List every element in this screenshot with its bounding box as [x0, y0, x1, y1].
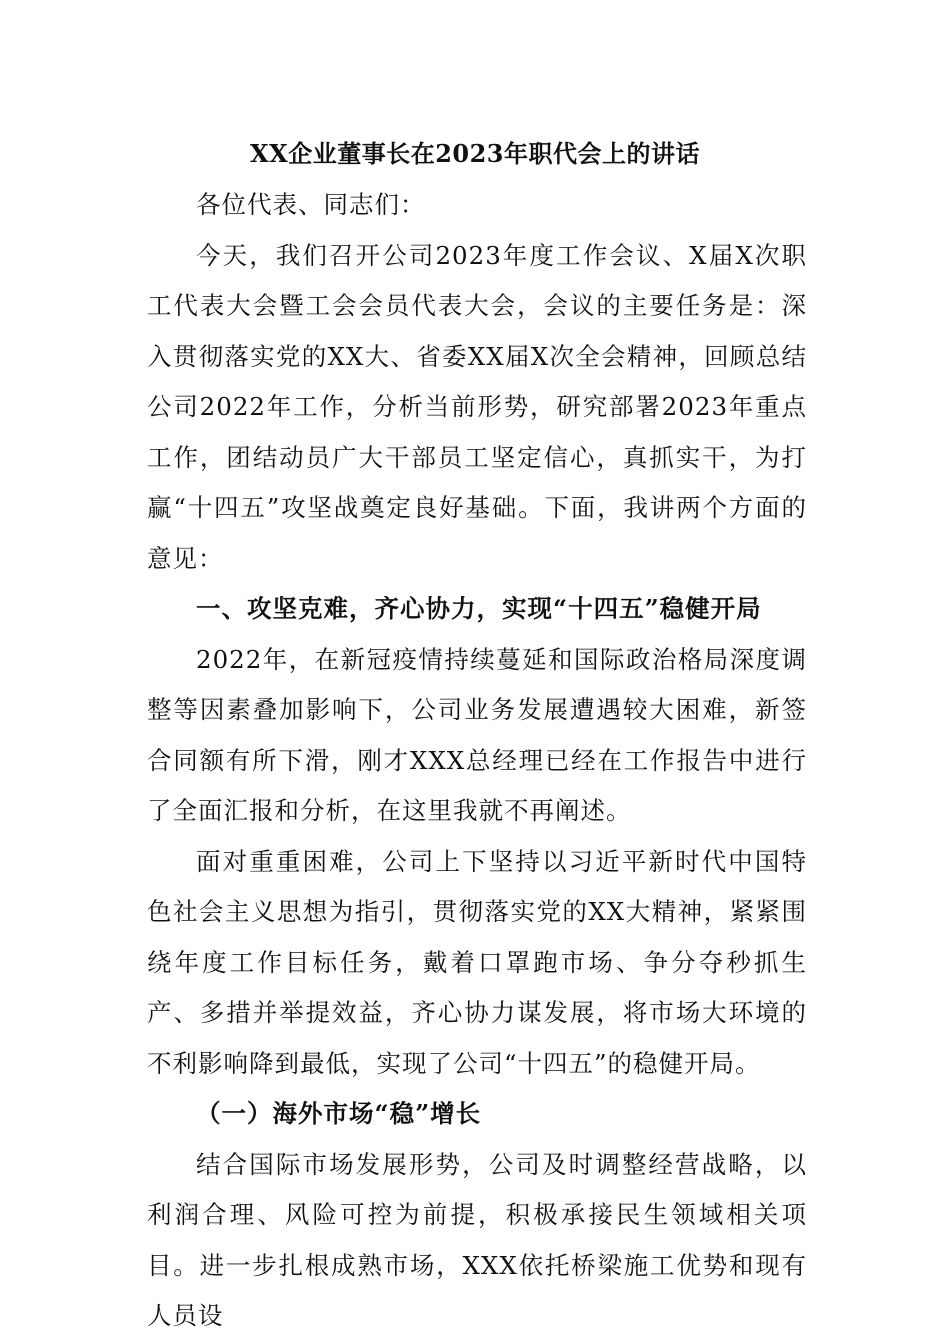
paragraph: 2022年，在新冠疫情持续蔓延和国际政治格局深度调整等因素叠加影响下，公司业务发展遭遇较大困难，新签合同额有所下滑，刚才XXX总经理已经在工作报告中进行了全面汇报和分析，在这里我就不再阐述。 — [147, 644, 807, 825]
paragraph: 面对重重困难，公司上下坚持以习近平新时代中国特色社会主义思想为指引，贯彻落实党的XX大精神，紧紧围绕年度工作目标任务，戴着口罩跑市场、争分夺秒抓生产、多措并举提效益，齐心协力谋发展，将市场大环境的不利影响降到最低，实现了公司“十四五”的稳健开局。 — [147, 846, 807, 1078]
salutation: 各位代表、同志们： — [196, 190, 426, 219]
paragraph: 结合国际市场发展形势，公司及时调整经营战略，以利润合理、风险可控为前提，积极承接民生领域相关项目。进一步扎根成熟市场，XXX依托桥梁施工优势和现有人员设 — [147, 1149, 807, 1330]
paragraph-intro: 今天，我们召开公司2023年度工作会议、X届X次职工代表大会暨工会会员代表大会，会议的主要任务是：深入贯彻落实党的XX大、省委XX届X次全会精神，回顾总结公司2022年工作，分析当前形势，研究部署2023年重点工作，团结动员广大干部员工坚定信心，真抓实干，为打赢“十四五”攻坚战奠定良好基础。下面，我讲两个方面的意见： — [147, 240, 807, 573]
section-heading: 一、攻坚克难，齐心协力，实现“十四五”稳健开局 — [196, 594, 762, 623]
subsection-heading: （一）海外市场“稳”增长 — [196, 1099, 482, 1128]
document-title: XX企业董事长在2023年职代会上的讲话 — [249, 139, 701, 168]
document-body — [147, 180, 807, 1342]
